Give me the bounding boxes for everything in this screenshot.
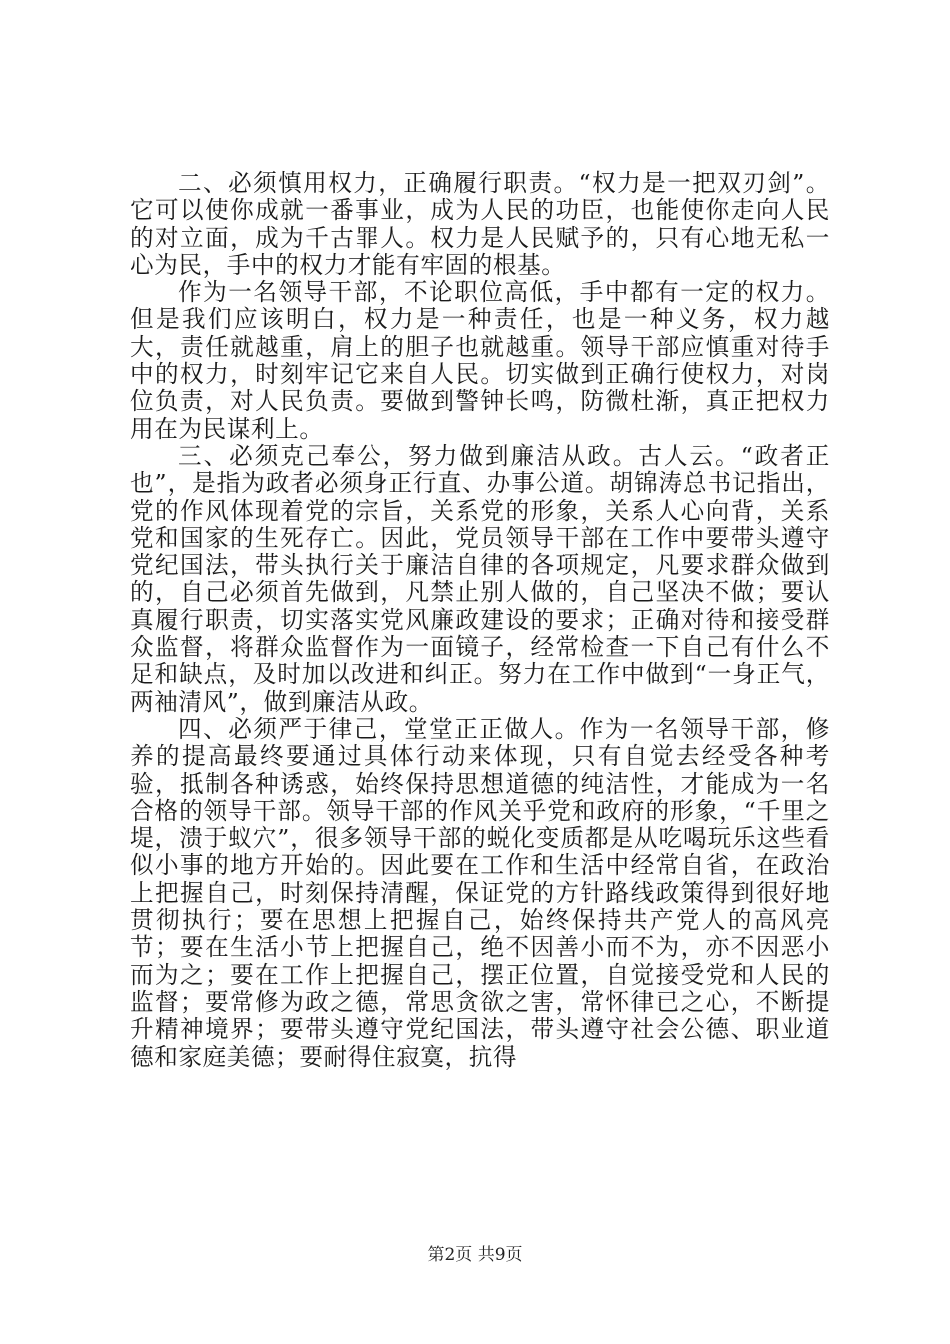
- page-footer: 第2页 共9页: [427, 1245, 523, 1265]
- paragraph-responsibility: 作为一名领导干部，不论职位高低，手中都有一定的权力。但是我们应该明白，权力是一种责任，也是一种义务，权力越大，责任就越重，肩上的胆子也就越重。领导干部应慎重对待手中的权力，时刻牢记它来自人民。切实做到正确行使权力，对岗位负责，对人民负责。要做到警钟长鸣，防微杜渐，真正把权力用在为民谋利上。: [130, 278, 830, 443]
- document-body: [130, 170, 830, 1071]
- paragraph-power: 二、必须慎用权力，正确履行职责。“权力是一把双刃剑”。它可以使你成就一番事业，成为人民的功臣，也能使你走向人民的对立面，成为千古罪人。权力是人民赋予的，只有心地无私一心为民，手中的权力才能有牢固的根基。: [130, 169, 830, 279]
- paragraph-integrity: 三、必须克己奉公，努力做到廉洁从政。古人云。“政者正也”，是指为政者必须身正行直、办事公道。胡锦涛总书记指出，党的作风体现着党的宗旨，关系党的形象，关系人心向背，关系党和国家的生死存亡。因此，党员领导干部在工作中要带头遵守党纪国法，带头执行关于廉洁自律的各项规定，凡要求群众做到的，自己必须首先做到，凡禁止别人做的，自己坚决不做；要认真履行职责，切实落实党风廉政建设的要求；正确对待和接受群众监督，将群众监督作为一面镜子，经常检查一下自己有什么不足和缺点，及时加以改进和纠正。努力在工作中做到“一身正气，两袖清风”，做到廉洁从政。: [130, 441, 830, 716]
- paragraph-self-discipline: 四、必须严于律己，堂堂正正做人。作为一名领导干部，修养的提高最终要通过具体行动来体现，只有自觉去经受各种考验，抵制各种诱惑，始终保持思想道德的纯洁性，才能成为一名合格的领导干部。领导干部的作风关乎党和政府的形象，“千里之堤，溃于蚁穴”，很多领导干部的蜕化变质都是从吃喝玩乐这些看似小事的地方开始的。因此要在工作和生活中经常自省，在政治上把握自己，时刻保持清醒，保证党的方针路线政策得到很好地贯彻执行；要在思想上把握自己，始终保持共产党人的高风亮节；要在生活小节上把握自己，绝不因善小而不为，亦不因恶小而为之；要在工作上把握自己，摆正位置，自觉接受党和人民的监督；要常修为政之德，常思贪欲之害，常怀律已之心，不断提升精神境界；要带头遵守党纪国法，带头遵守社会公德、职业道德和家庭美德；要耐得住寂寞，抗得: [130, 714, 830, 1071]
